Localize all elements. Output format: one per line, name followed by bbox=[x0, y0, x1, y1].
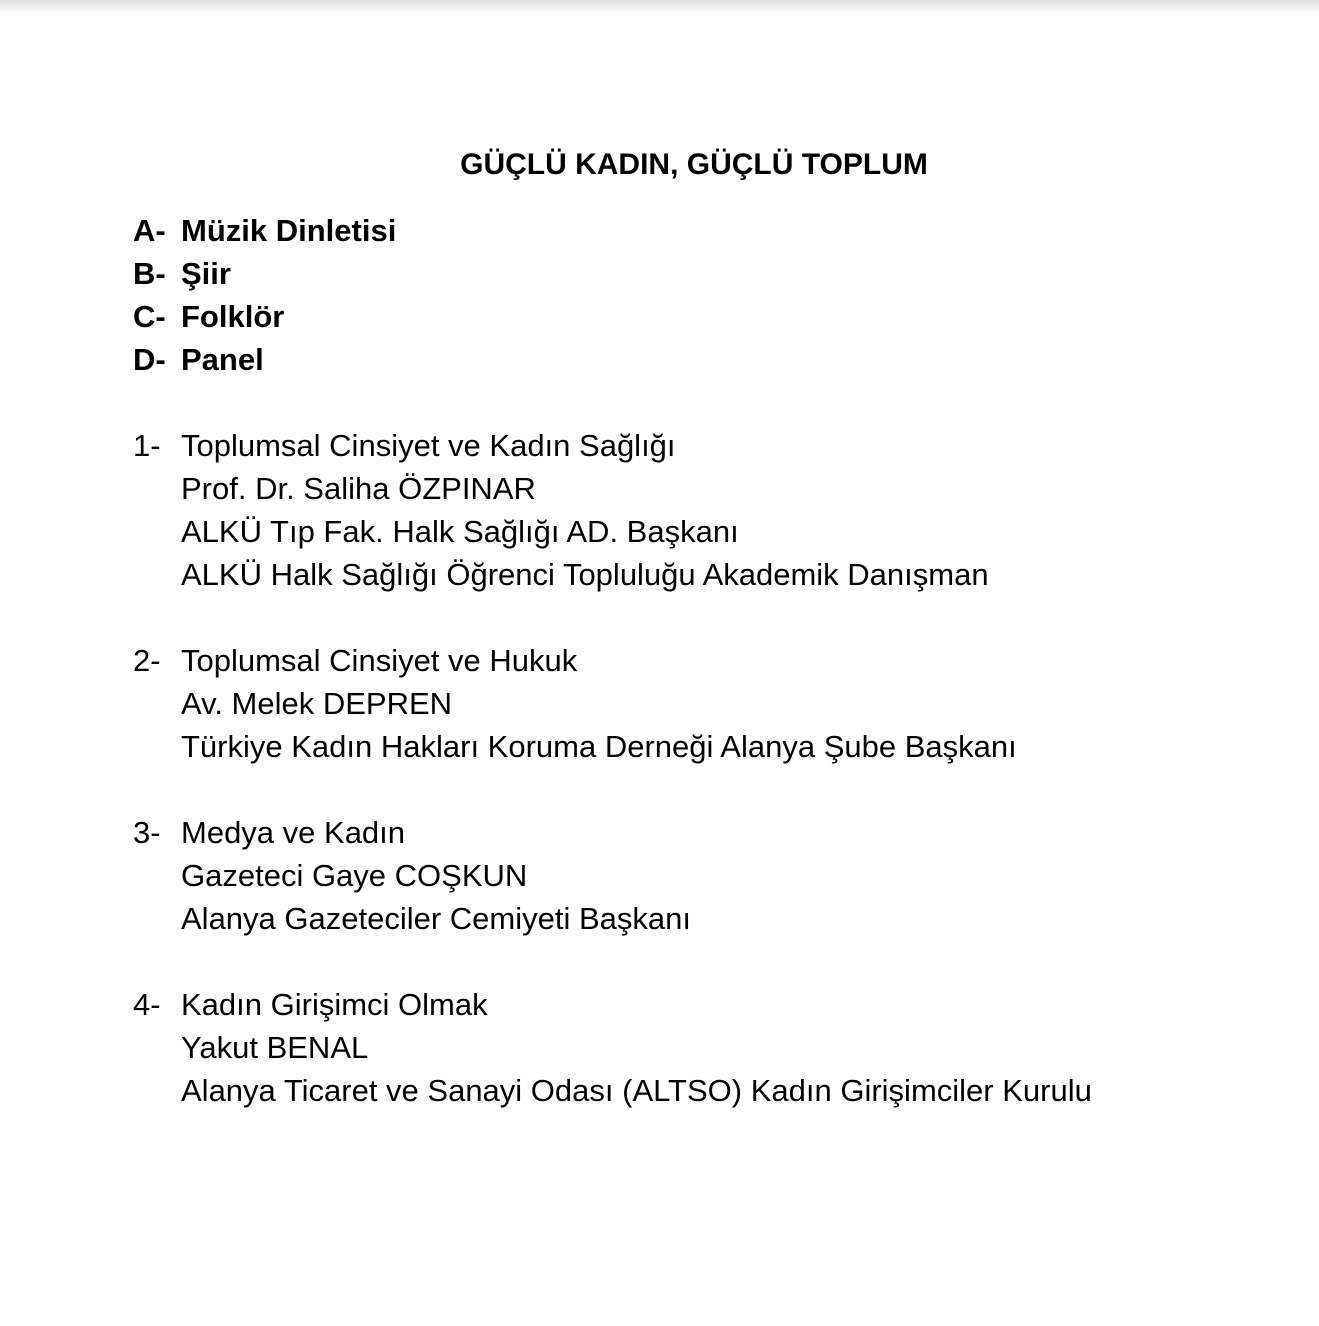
program-label: Folklör bbox=[181, 299, 285, 334]
program-label: Müzik Dinletisi bbox=[181, 213, 397, 248]
topic-marker: 1- bbox=[133, 428, 161, 463]
program-label: Şiir bbox=[181, 256, 231, 291]
speaker-role: ALKÜ Halk Sağlığı Öğrenci Topluluğu Akademik Danışman bbox=[181, 557, 989, 592]
speaker-role: ALKÜ Tıp Fak. Halk Sağlığı AD. Başkanı bbox=[181, 514, 739, 549]
speaker-role: Alanya Gazeteciler Cemiyeti Başkanı bbox=[181, 901, 692, 936]
topic-title: Toplumsal Cinsiyet ve Kadın Sağlığı bbox=[181, 428, 676, 463]
topic-title: Medya ve Kadın bbox=[181, 815, 406, 850]
topic-marker: 2- bbox=[133, 643, 161, 678]
program-marker: C- bbox=[133, 299, 166, 334]
speaker-name: Yakut BENAL bbox=[181, 1030, 369, 1065]
topic-marker: 4- bbox=[133, 987, 161, 1022]
page-title: GÜÇLÜ KADIN, GÜÇLÜ TOPLUM bbox=[460, 148, 928, 181]
speaker-role: Alanya Ticaret ve Sanayi Odası (ALTSO) Kadın Girişimciler Kurulu bbox=[181, 1073, 1092, 1108]
topic-title: Toplumsal Cinsiyet ve Hukuk bbox=[181, 643, 578, 678]
program-marker: D- bbox=[133, 342, 166, 377]
program-marker: B- bbox=[133, 256, 166, 291]
topic-marker: 3- bbox=[133, 815, 161, 850]
speaker-name: Av. Melek DEPREN bbox=[181, 686, 453, 721]
program-marker: A- bbox=[133, 213, 166, 248]
program-label: Panel bbox=[181, 342, 264, 377]
speaker-name: Gazeteci Gaye COŞKUN bbox=[181, 858, 528, 893]
topic-title: Kadın Girişimci Olmak bbox=[181, 987, 488, 1022]
speaker-name: Prof. Dr. Saliha ÖZPINAR bbox=[181, 471, 536, 506]
speaker-role: Türkiye Kadın Hakları Koruma Derneği Alanya Şube Başkanı bbox=[181, 729, 1017, 764]
